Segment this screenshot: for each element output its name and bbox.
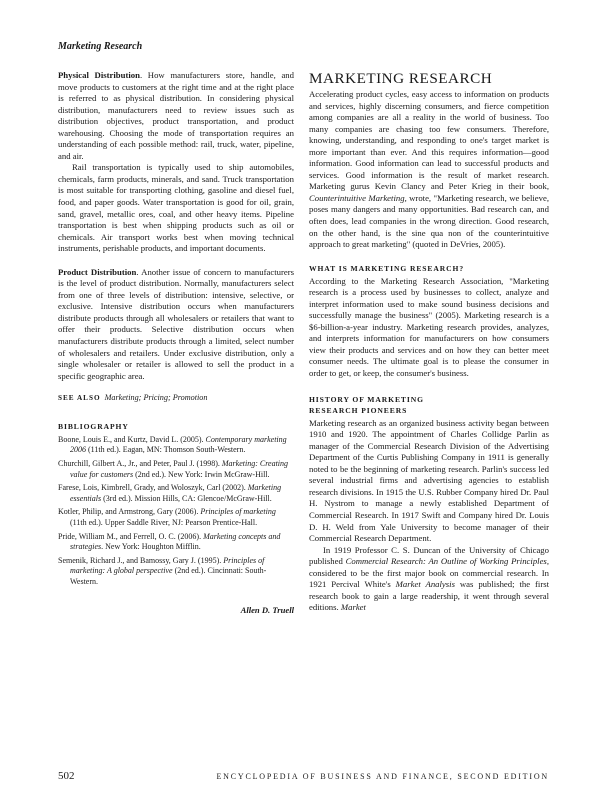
history-paragraph-1: Marketing research as an organized business activity began between 1910 and 1920. The appointment of Charles Collidge Parlin as manager of the Commercial Research Division of the Advertising Department of the Curtis Publishing Company in 1911 is generally noted to be the beginning of marketing research. Parlin's success led several industrial firms and advertising agencies to establish research divisions. In 1915 the U.S. Rubber Company hired Dr. Paul H. Nystrom to manage a newly established Department of Commercial Research. In 1917 Swift and Company hired Dr. Louis D. H. Weld from Yale University to become manager of their Commercial Research Department. bbox=[309, 417, 549, 544]
bibliography-entry-title: Marketing: Creating value for customers bbox=[70, 458, 289, 479]
bibliography-entry-post: (11th ed.). Upper Saddle River, NJ: Pearson Prentice-Hall. bbox=[70, 517, 258, 527]
bibliography-entry-post: . New York: Houghton Mifflin. bbox=[101, 542, 201, 552]
history-heading bbox=[309, 394, 549, 416]
bibliography-entry bbox=[58, 532, 294, 553]
bibliography-entry-title: Principles of marketing bbox=[200, 507, 276, 517]
bibliography-entry-pre: Semenik, Richard J., and Bamossy, Gary J. (1995). bbox=[58, 555, 224, 565]
bibliography-heading: BIBLIOGRAPHY bbox=[58, 421, 129, 431]
product-distribution-paragraph bbox=[58, 267, 294, 382]
history-heading-line2: RESEARCH PIONEERS bbox=[309, 405, 408, 415]
book-title-footer: ENCYCLOPEDIA OF BUSINESS AND FINANCE, SECOND EDITION bbox=[216, 772, 549, 781]
physical-distribution-text: . How manufacturers store, handle, and move products to customers at the right time and at the right place is referred to as physical distribution. In considering physical distribution, manufacturers need to review issues such as distribution objectives, product transportation, and product warehousing. Choosing the mode of transportation requires an understanding of each possible method: rail, truck, water, pipeline, and air. bbox=[58, 70, 294, 161]
history-p2-book2: Market Analysis bbox=[395, 579, 455, 590]
bibliography-entry-title: Principles of marketing: A global perspective bbox=[70, 555, 265, 576]
what-is-paragraph: According to the Marketing Research Association, "Marketing research is a process used by businesses to collect, analyze and interpret information used to make sound business decisions and successfully manage the business" (2005). Marketing research is a $6-billion-a-year industry. Marketing research provides, analyzes, and interprets information for manufacturers on how consumers view their products and services and on how they can better meet consumer needs. The ultimate goal is to please the consumer in order to get, or keep, the consumer's business. bbox=[309, 275, 549, 379]
history-p2-tail: Market bbox=[340, 602, 366, 613]
article-title: MARKETING RESEARCH bbox=[309, 70, 493, 87]
history-p2-book1: Commercial Research: An Outline of Working Principles bbox=[345, 556, 547, 567]
physical-distribution-paragraph bbox=[58, 70, 294, 162]
bibliography-entry-pre: Farese, Lois, Kimbrell, Grady, and Woloszyk, Carl (2002). bbox=[58, 483, 248, 493]
running-head: Marketing Research bbox=[58, 41, 143, 52]
bibliography-entry bbox=[58, 459, 294, 480]
bibliography-entry bbox=[58, 556, 294, 588]
left-column bbox=[58, 70, 294, 617]
bibliography-entry-title: Contemporary marketing 2006 bbox=[70, 434, 287, 455]
bibliography-entry-post: (3rd ed.). Mission Hills, CA: Glencoe/McGraw-Hill. bbox=[101, 493, 272, 503]
history-paragraph-2 bbox=[309, 545, 549, 614]
bibliography-entry bbox=[58, 435, 294, 456]
what-is-heading: WHAT IS MARKETING RESEARCH? bbox=[309, 263, 465, 273]
intro-paragraph bbox=[309, 89, 549, 251]
spacer bbox=[58, 255, 294, 267]
bibliography-entry-pre: Kotler, Philip, and Armstrong, Gary (2006). bbox=[58, 507, 201, 517]
intro-text-a: Accelerating product cycles, easy access to information on products and services, highly discerning consumers, and fierce competition among companies are all a reality in the world of business. Too many companies are chasing too few consumers. Therefore, knowing, understanding, and responding to one's target market is more important than ever. And this requires information—good information. Good information can lead to successful products and services. Good information is the result of market research. Marketing gurus Kevin Clancy and Peter Krieg in their book, bbox=[309, 89, 549, 192]
product-distribution-text: . Another issue of concern to manufacturers is the level of product distribution. Normally, manufacturers select from one of three levels of distribution: intensive, selective, or exclusive. Intensive distribution occurs when manufacturers distribute products through all wholesalers or retailers that want to offer their products. Selective distribution occurs when manufacturers distribute products through a limited, select number of wholesalers and retailers. Under exclusive distribution, only a single wholesaler or retailer is allowed to sell the product in a specific geographic area. bbox=[58, 266, 294, 381]
bibliography-entry-post: (2nd ed.). New York: Irwin McGraw-Hill. bbox=[133, 469, 270, 479]
bibliography-entry bbox=[58, 483, 294, 504]
page-number: 502 bbox=[58, 770, 75, 782]
physical-distribution-lead: Physical Distribution bbox=[58, 70, 140, 80]
bibliography-entry-pre: Pride, William M., and Ferrell, O. C. (2006). bbox=[58, 531, 204, 541]
bibliography-list bbox=[58, 435, 294, 588]
right-column bbox=[309, 70, 549, 614]
product-distribution-lead: Product Distribution bbox=[58, 266, 137, 277]
history-heading-line1: HISTORY OF MARKETING bbox=[309, 394, 424, 404]
author-signature: Allen D. Truell bbox=[240, 605, 294, 616]
see-also-label: SEE ALSO bbox=[58, 394, 101, 403]
bibliography-entry-pre: Churchill, Gilbert A., Jr., and Peter, Paul J. (1998). bbox=[58, 458, 222, 468]
see-also bbox=[58, 392, 294, 405]
bibliography-entry-post: (11th ed.). Eagan, MN: Thomson South-Western. bbox=[86, 445, 246, 455]
intro-book-title: Counterintuitive Marketing bbox=[309, 192, 405, 203]
bibliography-entry-title: Marketing essentials bbox=[70, 483, 282, 503]
transportation-paragraph: Rail transportation is typically used to ship automobiles, chemicals, farm products, minerals, and sand. Truck transportation is most suitable for transporting clothing, gasoline and diesel fuel, food, and paper goods. Water transportation is good for oil, grain, sand, gravel, metallic ores, coal, and other heavy items. Pipeline transportation is best when shipping products such as oil or chemicals. Air transport works best when moving technical instruments, perishable products, and important documents. bbox=[58, 162, 294, 254]
bibliography-entry bbox=[58, 507, 294, 528]
bibliography-entry-post: (2nd ed.). Cincinnati: South-Western. bbox=[70, 566, 267, 586]
bibliography-entry-pre: Boone, Louis E., and Kurtz, David L. (2005). bbox=[58, 434, 206, 444]
history-p2-text-b: , considered to be the first major book on commercial research. In 1921 Percival White's bbox=[309, 556, 549, 590]
bibliography-entry-title: Marketing concepts and strategies bbox=[70, 531, 281, 552]
intro-text-b: , wrote, "Marketing research, we believe, poses many dangers and many opportunities. Bad research can, and often does, lead companies in the wrong direction. Good research, on the other hand, is the sine qua non of the counterintuitive approach to great marketing" (quoted in DeVries, 2005). bbox=[309, 192, 549, 250]
see-also-list: Marketing; Pricing; Promotion bbox=[104, 393, 208, 403]
history-p2-text-a: In 1919 Professor C. S. Duncan of the University of Chicago published bbox=[309, 544, 549, 567]
history-p2-text-c: was published; the first research book to gain a large readership, it went through several editions. bbox=[309, 579, 550, 613]
